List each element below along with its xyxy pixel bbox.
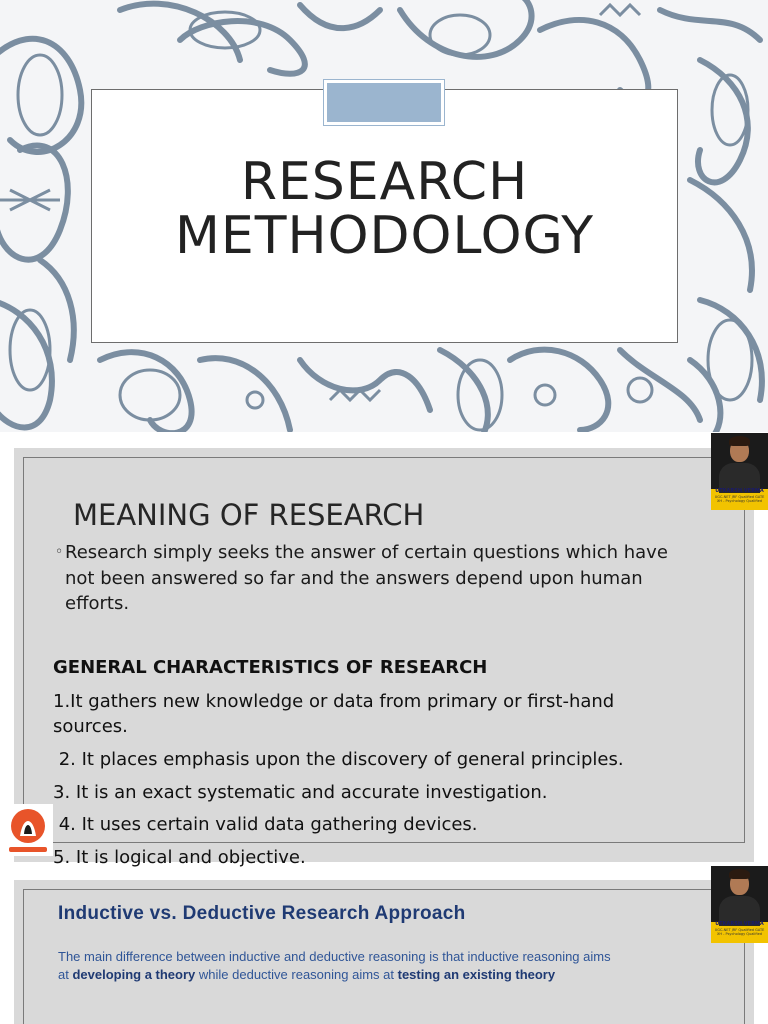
slide-title bbox=[91, 152, 678, 266]
title-line-1: RESEARCH bbox=[240, 152, 529, 212]
characteristics-heading: GENERAL CHARACTERISTICS OF RESEARCH bbox=[53, 657, 488, 678]
slide-heading: MEANING OF RESEARCH bbox=[73, 498, 425, 532]
presenter-name: UTKARSH VERMA bbox=[715, 488, 764, 494]
title-tab-decoration bbox=[324, 80, 444, 125]
brand-logo bbox=[3, 804, 53, 856]
list-item: 1.It gathers new knowledge or data from primary or first-hand bbox=[53, 691, 615, 712]
bullet-paragraph bbox=[55, 540, 695, 617]
presenter-photo bbox=[711, 433, 768, 510]
list-item: sources. bbox=[53, 716, 128, 737]
highlight-testing-theory: testing an existing theory bbox=[397, 966, 556, 982]
presenter-name: UTKARSH VERMA bbox=[715, 921, 764, 927]
slide-heading: Inductive vs. Deductive Research Approach bbox=[58, 903, 466, 924]
title-line-2: METHODOLOGY bbox=[174, 206, 594, 266]
list-item: 3. It is an exact systematic and accurate investigation. bbox=[53, 782, 548, 803]
highlight-developing-theory: developing a theory bbox=[72, 966, 196, 982]
title-slide bbox=[0, 0, 768, 432]
list-item: 4. It uses certain valid data gathering devices. bbox=[53, 814, 478, 835]
presenter-credentials: UGC-NET JRF Qualified GATE XH - Psychology Qualified bbox=[714, 495, 765, 503]
presenter-credentials: UGC-NET JRF Qualified GATE XH - Psychology Qualified bbox=[714, 928, 765, 936]
bullet-text: Research simply seeks the answer of certain questions which have not been answered so far and the answers depend upon human efforts. bbox=[65, 542, 668, 614]
bullet-icon: ◦ bbox=[55, 544, 64, 560]
comparison-paragraph: The main difference between inductive and deductive reasoning is that inductive reasoning aims at developing a theory while deductive reasoning aims at testing an existing theory bbox=[58, 949, 611, 982]
list-item: 5. It is logical and objective. bbox=[53, 847, 306, 868]
presenter-photo bbox=[711, 866, 768, 943]
list-item: 2. It places emphasis upon the discovery of general principles. bbox=[53, 749, 624, 770]
